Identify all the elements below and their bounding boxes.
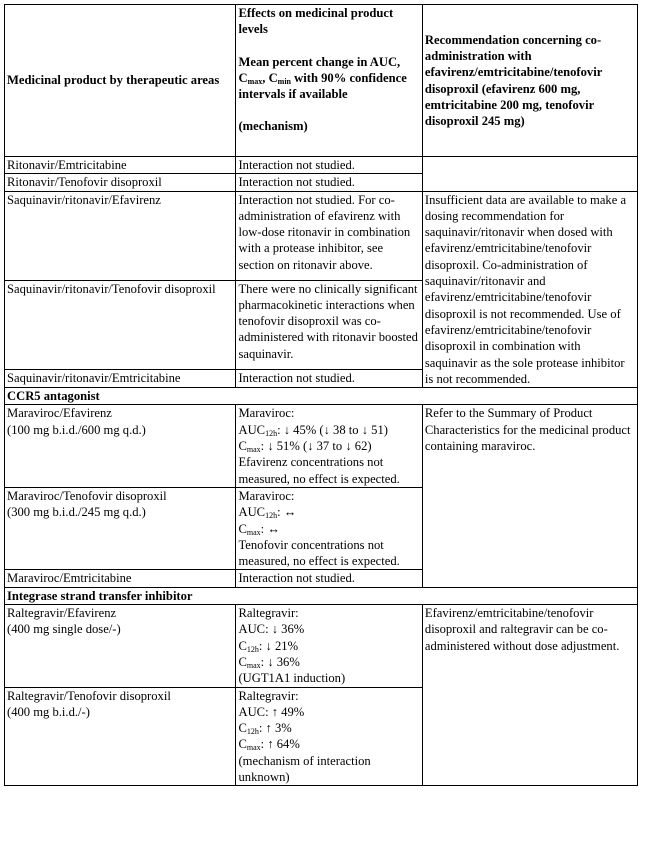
header-effects-mechanism: (mechanism)	[238, 119, 308, 134]
effect-cell: Interaction not studied.	[236, 369, 422, 388]
effect-cell: Interaction not studied. For co-administration of efavirenz with low-dose ritonavir in combination with a protease inhibitor, see section on ritonavir above.	[236, 191, 422, 280]
effect-cell: Maraviroc: $AUC_{12h}$: ↔ $C_{max}$: ↔ Tenofovir concentrations not measured, no effect is expected.	[236, 487, 422, 569]
drug-cell: Saquinavir/ritonavir/Emtricitabine	[5, 369, 236, 388]
recommendation-cell: Efavirenz/emtricitabine/tenofovir disoproxil and raltegravir can be co-administered without dose adjustment.	[422, 605, 637, 786]
drug-cell: Maraviroc/Efavirenz (100 mg b.i.d./600 mg q.d.)	[5, 405, 236, 487]
recommendation-cell: Refer to the Summary of Product Characteristics for the medicinal product containing maraviroc.	[422, 405, 637, 587]
header-medicinal-product: Medicinal product by therapeutic areas	[5, 5, 236, 157]
recommendation-cell: Insufficient data are available to make a dosing recommendation for saquinavir/ritonavir when dosed with efavirenz/emtricitabine/tenofovir disoproxil. Co-administration of saquinavir/ritonavir and efavirenz/emtricitabine/tenofovir disoproxil is not recommended. Use of efavirenz/emtricitabine/tenofovir disoproxil in combination with saquinavir as the sole protease inhibitor is not recommended.	[422, 191, 637, 388]
header-recommendation: Recommendation concerning co-administration with efavirenz/emtricitabine/tenofovir disoproxil (efavirenz 600 mg, emtricitabine 200 mg, tenofovir disoproxil 245 mg)	[422, 5, 637, 157]
table-row	[5, 191, 638, 280]
table-row	[5, 605, 638, 687]
header-row	[5, 5, 638, 157]
effect-cell: There were no clinically significant pharmacokinetic interactions when tenofovir disoproxil was co-administered with ritonavir boosted saquinavir.	[236, 280, 422, 369]
table-row	[5, 157, 638, 174]
drug-cell: Maraviroc/Tenofovir disoproxil (300 mg b.i.d./245 mg q.d.)	[5, 487, 236, 569]
drug-cell: Raltegravir/Tenofovir disoproxil (400 mg b.i.d./-)	[5, 687, 236, 786]
effect-cell: Interaction not studied.	[236, 570, 422, 587]
drug-cell: Ritonavir/Tenofovir disoproxil	[5, 174, 236, 191]
effect-cell: Maraviroc: $AUC_{12h}$: ↓ 45% (↓ 38 to ↓ 51) $C_{max}$: ↓ 51% (↓ 37 to ↓ 62) Efavirenz concentrations not measured, no effect is expected.	[236, 405, 422, 487]
drug-cell: Maraviroc/Emtricitabine	[5, 570, 236, 587]
section-row	[5, 388, 638, 405]
header-effects-title: Effects on medicinal product levels	[238, 6, 394, 37]
drug-cell: Saquinavir/ritonavir/Tenofovir disoproxil	[5, 280, 236, 369]
table-row	[5, 405, 638, 487]
drug-cell: Raltegravir/Efavirenz (400 mg single dose/-)	[5, 605, 236, 687]
recommendation-cell	[422, 157, 637, 192]
effect-cell: Interaction not studied.	[236, 174, 422, 191]
header-effects	[236, 5, 422, 157]
header-effects-detail: Mean percent change in AUC, $C_{max}$, $C_{min}$ with 90% confidence intervals if available	[238, 54, 407, 102]
section-heading: CCR5 antagonist	[5, 388, 638, 405]
section-row	[5, 587, 638, 604]
effect-cell: Interaction not studied.	[236, 157, 422, 174]
drug-cell: Saquinavir/ritonavir/Efavirenz	[5, 191, 236, 280]
section-heading: Integrase strand transfer inhibitor	[5, 587, 638, 604]
interaction-table	[4, 4, 638, 786]
effect-cell: Raltegravir: AUC: ↓ 36% $C_{12h}$: ↓ 21% $C_{max}$: ↓ 36% (UGT1A1 induction)	[236, 605, 422, 687]
effect-cell: Raltegravir: AUC: ↑ 49% $C_{12h}$: ↑ 3% $C_{max}$: ↑ 64% (mechanism of interaction unknown)	[236, 687, 422, 786]
drug-cell: Ritonavir/Emtricitabine	[5, 157, 236, 174]
